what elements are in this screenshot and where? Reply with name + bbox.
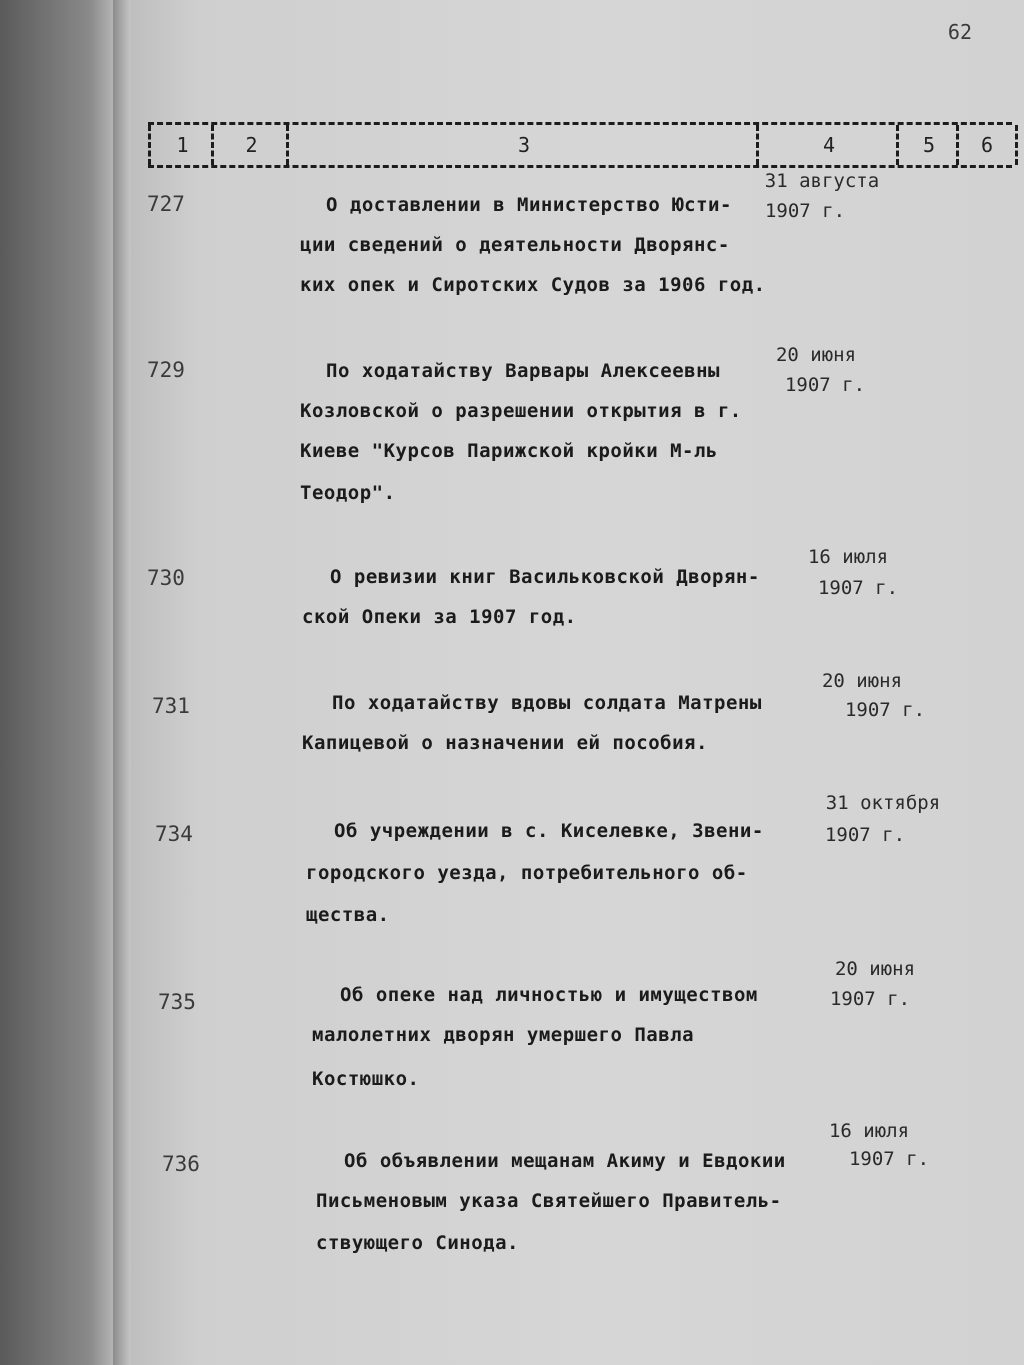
entry-text-line: Письменовым указа Святейшего Правитель- xyxy=(316,1190,782,1212)
column-header-row xyxy=(148,122,1012,168)
entry-text-line: Теодор". xyxy=(300,482,396,504)
entry-date-year: 1907 г. xyxy=(824,824,906,846)
entry-date-day: 31 августа xyxy=(764,170,880,192)
entry-number: 736 xyxy=(162,1152,200,1176)
entry-text-line: городского уезда, потребительного об- xyxy=(306,862,748,884)
entry-text-line: ской Опеки за 1907 год. xyxy=(302,606,577,628)
entry-text-line: ствующего Синода. xyxy=(316,1232,519,1254)
entry-date-year: 1907 г. xyxy=(784,374,866,396)
entry-date-year: 1907 г. xyxy=(829,988,911,1010)
entry-text-line: Об учреждении в с. Киселевке, Звени- xyxy=(334,820,764,842)
entry-date-day: 16 июля xyxy=(828,1120,910,1142)
entry-text-line: ких опек и Сиротских Судов за 1906 год. xyxy=(300,274,766,296)
entry-text-line: О доставлении в Министерство Юсти- xyxy=(326,194,732,216)
entry-date-day: 20 июня xyxy=(821,670,903,692)
column-header-1: 1 xyxy=(148,125,214,165)
column-header-3: 3 xyxy=(286,125,759,165)
column-header-6: 6 xyxy=(956,125,1018,165)
entry-text-line: Об объявлении мещанам Акиму и Евдокии xyxy=(344,1150,786,1172)
entry-text-line: Костюшко. xyxy=(312,1068,420,1090)
entry-date-day: 20 июня xyxy=(775,344,857,366)
column-header-5: 5 xyxy=(896,125,959,165)
entry-date-year: 1907 г. xyxy=(848,1148,930,1170)
entry-date-year: 1907 г. xyxy=(764,200,846,222)
entry-text-line: Киеве "Курсов Парижской кройки М-ль xyxy=(300,440,718,462)
entry-text-line: О ревизии книг Васильковской Дворян- xyxy=(330,566,760,588)
entry-number: 734 xyxy=(155,822,193,846)
entry-text-line: щества. xyxy=(306,904,390,926)
entry-number: 735 xyxy=(158,990,196,1014)
entry-text-line: По ходатайству Варвары Алексеевны xyxy=(326,360,720,382)
entry-date-day: 31 октября xyxy=(825,792,941,814)
entry-text-line: По ходатайству вдовы солдата Матрены xyxy=(332,692,762,714)
entry-text-line: Об опеке над личностью и имуществом xyxy=(340,984,758,1006)
entry-number: 731 xyxy=(152,694,190,718)
entry-text-line: Козловской о разрешении открытия в г. xyxy=(300,400,742,422)
entry-date-day: 16 июля xyxy=(807,546,889,568)
entry-number: 729 xyxy=(147,358,185,382)
entry-text-line: малолетних дворян умершего Павла xyxy=(312,1024,695,1046)
column-header-4: 4 xyxy=(756,125,899,165)
entry-date-day: 20 июня xyxy=(834,958,916,980)
page-fold-shadow xyxy=(113,0,131,1365)
entry-number: 727 xyxy=(147,192,185,216)
column-header-2: 2 xyxy=(211,125,289,165)
entry-date-year: 1907 г. xyxy=(817,577,899,599)
entry-text-line: ции сведений о деятельности Дворянс- xyxy=(300,234,730,256)
page-number: 62 xyxy=(947,20,972,44)
entry-date-year: 1907 г. xyxy=(844,699,926,721)
entry-number: 730 xyxy=(147,566,185,590)
entry-text-line: Капицевой о назначении ей пособия. xyxy=(302,732,708,754)
